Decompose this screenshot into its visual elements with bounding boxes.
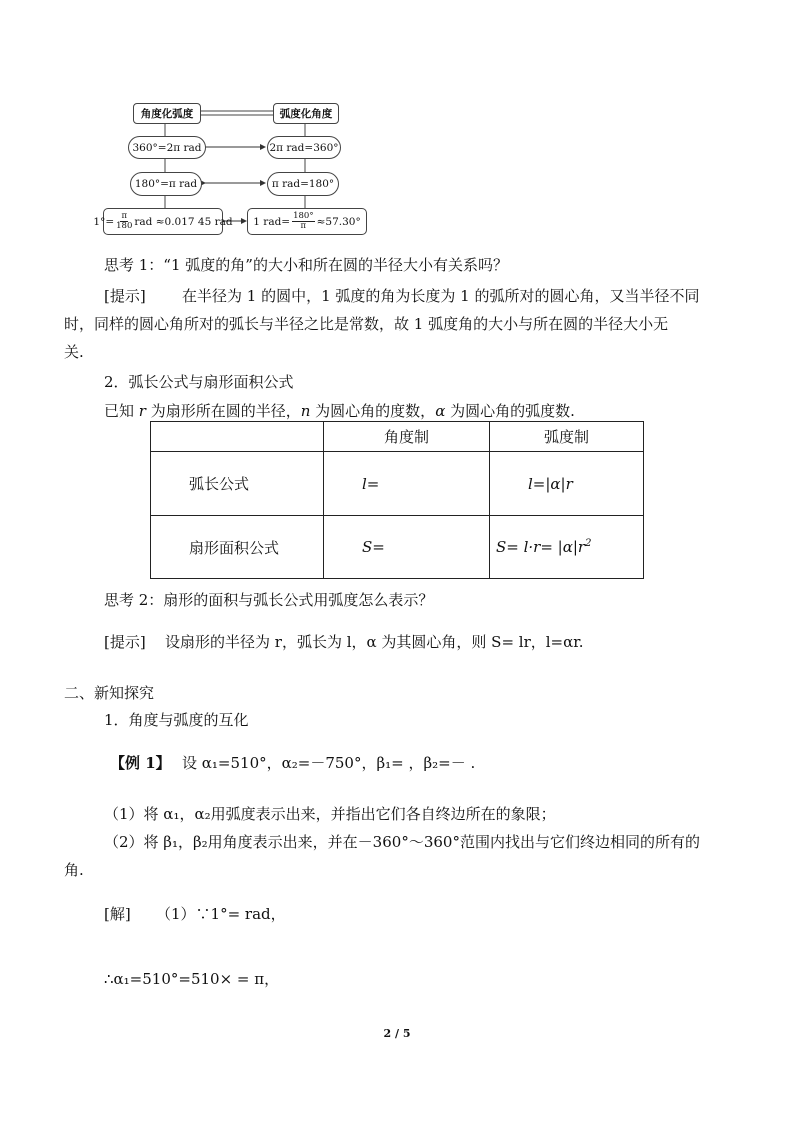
row2-left-box: 180°=π rad <box>130 172 202 196</box>
row2-radian-exponent: 2 <box>585 538 592 549</box>
row2-degree: S= <box>324 516 490 579</box>
row1-degree: l= <box>324 452 490 516</box>
think1-hint-line3: 关. <box>64 343 84 361</box>
fraction-numerator: 180° <box>293 211 314 221</box>
think1-hint-line2: 时，同样的圆心角所对的弧长与半径之比是常数，故 1 弧度角的大小与所在圆的半径大小无 <box>64 315 669 333</box>
row1-radian: l=|α|r <box>490 452 644 516</box>
solution-line2: ∴α₁=510°=510× = π， <box>104 970 280 988</box>
row3-left-suffix: rad ≈0.017 45 rad <box>134 215 233 228</box>
var-r: r <box>138 402 146 420</box>
section2-intro <box>104 400 575 421</box>
fraction-denominator: 180 <box>116 221 133 231</box>
part2-heading: 二、新知探究 <box>64 684 155 702</box>
solution-label: [解] <box>104 905 131 923</box>
solution-line1: （1）∵1°= rad， <box>156 905 286 923</box>
intro-text: 为扇形所在圆的半径， <box>145 402 301 420</box>
row2-radian-text: S= l·r= |α|r <box>496 538 586 556</box>
row2-right-box: π rad=180° <box>267 172 339 196</box>
table-corner-cell <box>151 422 324 452</box>
table-header-row <box>151 422 644 452</box>
formula-table <box>150 421 644 579</box>
example-text: 设 α₁=510°，α₂=－750°，β₁= ，β₂=－ . <box>182 754 476 772</box>
intro-text: 为圆心角的弧度数. <box>445 402 575 420</box>
deg-to-rad-box: 角度化弧度 <box>133 103 201 124</box>
think1-hint-label: [提示] <box>104 287 146 305</box>
row3-left-prefix: 1°= <box>93 215 115 228</box>
question-2-line2: 角. <box>64 861 84 879</box>
row3-right-prefix: 1 rad= <box>253 215 291 228</box>
table-row <box>151 516 644 579</box>
think2-question: 思考 2：扇形的面积与弧长公式用弧度怎么表示？ <box>104 591 434 609</box>
row3-left-box <box>93 208 233 235</box>
intro-text: 为圆心角的度数， <box>310 402 436 420</box>
header-radian: 弧度制 <box>490 422 644 452</box>
question-1: （1）将 α₁，α₂用弧度表示出来，并指出它们各自终边所在的象限； <box>104 805 556 823</box>
var-alpha: α <box>435 402 446 420</box>
header-degree: 角度制 <box>324 422 490 452</box>
row1-label: 弧长公式 <box>151 452 324 516</box>
question-2-line1: （2）将 β₁，β₂用角度表示出来，并在－360°～360°范围内找出与它们终边相同的所有的 <box>104 833 700 851</box>
diagram-connectors <box>0 0 794 240</box>
intro-text: 已知 <box>104 402 139 420</box>
table-row <box>151 452 644 516</box>
fraction-numerator: π <box>121 211 128 221</box>
row1-right-box: 2π rad=360° <box>267 136 341 159</box>
think2-hint-label: [提示] <box>104 633 146 651</box>
page-number: 2 / 5 <box>383 1027 411 1040</box>
example-label: 【例 1】 <box>110 754 171 772</box>
pi-over-180-fraction <box>116 212 132 231</box>
rad-to-deg-box: 弧度化角度 <box>273 103 339 124</box>
think2-hint-text: 设扇形的半径为 r，弧长为 l，α 为其圆心角，则 S= lr，l=αr. <box>165 633 584 651</box>
section2-title: 2．弧长公式与扇形面积公式 <box>104 373 294 391</box>
var-n: n <box>300 402 311 420</box>
part2-sub1: 1．角度与弧度的互化 <box>104 711 249 729</box>
think1-hint-line1: 在半径为 1 的圆中，1 弧度的角为长度为 1 的弧所对的圆心角，又当半径不同 <box>182 287 700 305</box>
row3-right-box <box>247 208 367 235</box>
180-over-pi-fraction <box>292 212 314 231</box>
fraction-denominator: π <box>300 221 307 231</box>
row2-radian <box>490 516 644 579</box>
row3-right-suffix: ≈57.30° <box>316 215 361 228</box>
row1-left-box: 360°=2π rad <box>128 136 206 159</box>
row2-label: 扇形面积公式 <box>151 516 324 579</box>
think1-question: 思考 1：“1 弧度的角”的大小和所在圆的半径大小有关系吗？ <box>104 256 508 274</box>
